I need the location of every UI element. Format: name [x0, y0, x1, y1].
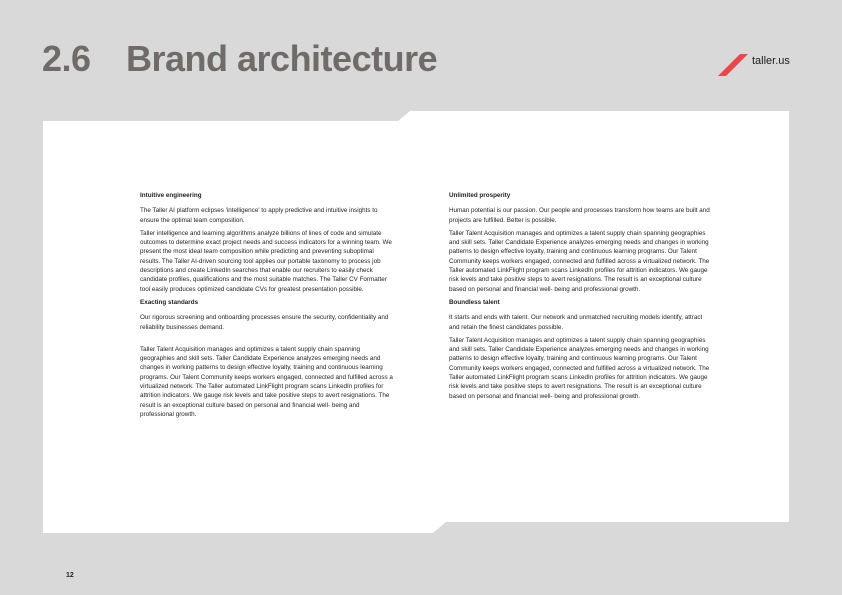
left-column: [140, 191, 395, 423]
paragraph: Human potential is our passion. Our people and processes transform how teams are built and projects are fulfilled. Better is possible.: [449, 207, 710, 224]
right-column: [449, 191, 711, 405]
logo-slash-icon: [718, 54, 748, 76]
section-number: 2.6: [42, 38, 91, 79]
heading-unlimited-prosperity: Unlimited prosperity: [449, 192, 511, 199]
heading-exacting-standards: Exacting standards: [140, 298, 199, 306]
paragraph: Taller intelligence and learning algorithms analyze billions of lines of code and simulate outcomes to determine exact project needs and success indicators for a winning team. We present the most ideal team composition while predicting and preventing suboptimal results. The Taller AI-driven sourcing tool applies our portable taxonomy to process job descriptions and create LinkedIn searches that enable our recruiters to easily check candidate profiles, qualifications and the most suitable matches. The Taller CV Formatter tool easily produces optimized candidate CVs for greatest presentation possible.: [140, 229, 392, 293]
paragraph: The Taller AI platform eclipses 'intelligence' to apply predictive and intuitive insights to ensure the optimal team composition.: [140, 207, 378, 224]
paragraph: Taller Talent Acquisition manages and optimizes a talent supply chain spanning geographies and skill sets. Taller Candidate Experience analyzes emerging needs and changes in working patterns to design effective loyalty, training and continuous learning programs. Our Talent Community keeps workers engaged, connected and fulfilled across a virtualized network. The Taller automated LinkFlight program scans LinkedIn profiles for attrition indicators. We gauge risk levels and take positive steps to avert resignations. The result is an exceptional culture based on personal and financial well- being and professional growth.: [449, 229, 710, 293]
heading-intuitive-engineering: Intuitive engineering: [140, 192, 202, 199]
section-title: Brand architecture: [126, 38, 438, 79]
page-number: 12: [66, 572, 74, 579]
brand-text: taller.us: [752, 55, 790, 67]
paragraph: Our rigorous screening and onboarding processes ensure the security, confidentiality and reliability businesses demand.: [140, 314, 389, 331]
paragraph: It starts and ends with talent. Our network and unmatched recruiting models identify, attract and retain the finest candidates possible.: [449, 314, 703, 331]
spacer: [140, 336, 395, 345]
heading-boundless-talent: Boundless talent: [449, 298, 500, 306]
paragraph: Taller Talent Acquisition manages and optimizes a talent supply chain spanning geographies and skill sets. Taller Candidate Experience analyzes emerging needs and changes in working patterns to design effective loyalty, training and continuous learning programs. Our Talent Community keeps workers engaged, connected and fulfilled across a virtualized network. The Taller automated LinkFlight program scans LinkedIn profiles for attrition indicators. We gauge risk levels and take positive steps to avert resignations. The result is an exceptional culture based on personal and financial well- being and professional growth.: [140, 345, 393, 418]
paragraph: Taller Talent Acquisition manages and optimizes a talent supply chain spanning geographies and skill sets. Taller Candidate Experience analyzes emerging needs and changes in working patterns to design effective loyalty, training and continuous learning programs. Our Talent Community keeps workers engaged, connected and fulfilled across a virtualized network. The Taller automated LinkFlight program scans LinkedIn profiles for attrition indicators. We gauge risk levels and take positive steps to avert resignations. The result is an exceptional culture based on personal and financial well- being and professional growth.: [449, 336, 710, 400]
brand-logo: [718, 54, 818, 78]
